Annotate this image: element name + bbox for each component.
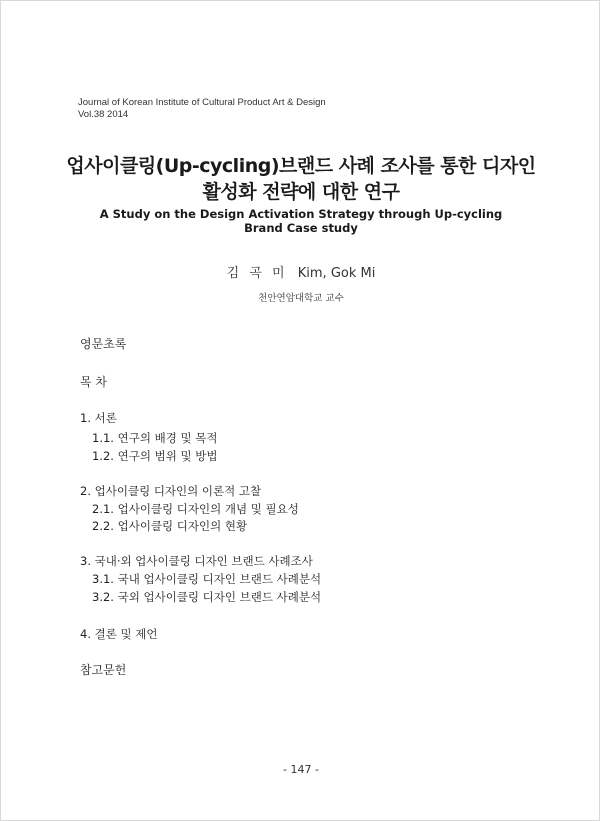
- author-line: [1, 262, 600, 281]
- journal-name: Journal of Korean Institute of Cultural Product Art & Design: [78, 97, 326, 108]
- toc-section-1: 1. 서론: [80, 411, 117, 425]
- toc-subsection-1-2: 1.2. 연구의 범위 및 방법: [92, 449, 218, 463]
- author-name-english: Kim, Gok Mi: [297, 266, 376, 281]
- toc-subsection-2-1: 2.1. 업사이클링 디자인의 개념 및 필요성: [92, 502, 299, 516]
- title-english-line2: Brand Case study: [244, 221, 358, 235]
- toc-subsection-1-1: 1.1. 연구의 배경 및 목적: [92, 431, 218, 445]
- journal-volume: Vol.38 2014: [78, 109, 129, 120]
- toc-section-4: 4. 결론 및 제언: [80, 627, 158, 641]
- author-name-korean: 김 곡 미: [226, 266, 288, 281]
- contents-heading: 목 차: [80, 375, 107, 389]
- toc-subsection-2-2: 2.2. 업사이클링 디자인의 현황: [92, 519, 248, 533]
- toc-subsection-3-2: 3.2. 국외 업사이클링 디자인 브랜드 사례분석: [92, 590, 322, 604]
- references-heading: 참고문헌: [80, 663, 127, 677]
- toc-subsection-3-1: 3.1. 국내 업사이클링 디자인 브랜드 사례분석: [92, 572, 322, 586]
- journal-header: [78, 97, 326, 121]
- toc-section-3: 3. 국내·외 업사이클링 디자인 브랜드 사례조사: [80, 554, 313, 568]
- page-number: - 147 -: [283, 763, 319, 776]
- toc-section-2: 2. 업사이클링 디자인의 이론적 고찰: [80, 484, 262, 498]
- title-korean-line1: 업사이클링(Up-cycling)브랜드 사례 조사를 통한 디자인: [66, 155, 536, 177]
- title-english-line1: A Study on the Design Activation Strategy through Up-cycling: [99, 207, 503, 221]
- title-korean-line2: 활성화 전략에 대한 연구: [202, 181, 400, 203]
- abstract-heading: 영문초록: [80, 337, 127, 351]
- author-affiliation: 천안연암대학교 교수: [258, 293, 344, 304]
